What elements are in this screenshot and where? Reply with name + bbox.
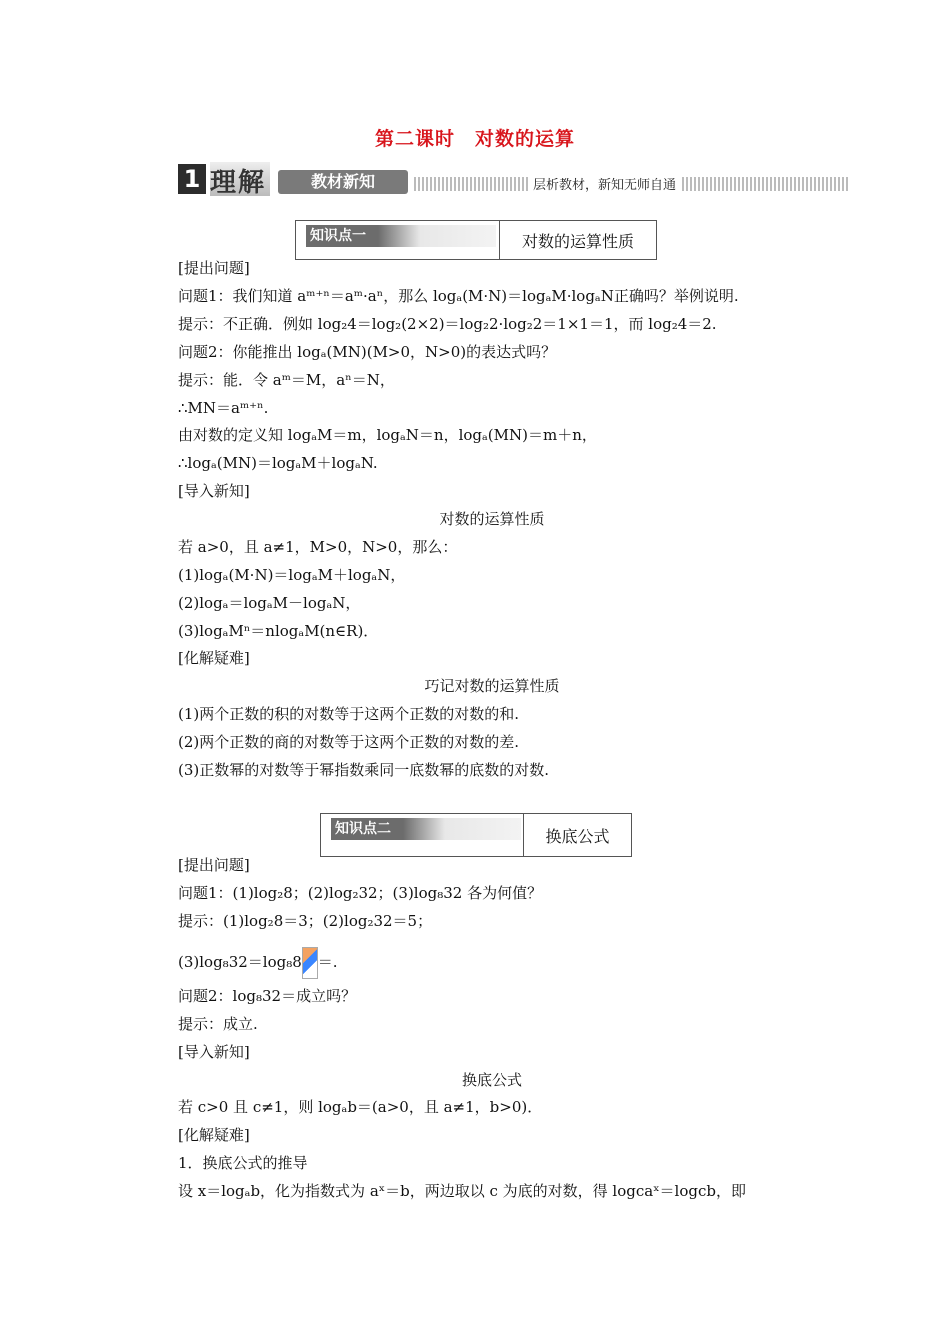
text-line: 由对数的定义知 logₐM＝m，logₐN＝n，logₐ(MN)＝m＋n， (178, 426, 597, 444)
text-line: 提示：(1)log₂8＝3；(2)log₂32＝5； (178, 912, 433, 930)
text-line: (3)正数幂的对数等于幂指数乘同一底数幂的底数的对数. (178, 761, 550, 779)
banner-slogan: 层析教材，新知无师自通 (529, 174, 680, 193)
banner-heading: 理解 (210, 162, 270, 196)
formula-image-icon (302, 947, 318, 979)
subheading: 巧记对数的运算性质 (424, 677, 560, 695)
text-line: [导入新知] (178, 1043, 250, 1061)
text-line: ∴MN＝aᵐ⁺ⁿ. (178, 399, 269, 417)
text-line: [化解疑难] (178, 649, 250, 667)
text-line: 提示：能．令 aᵐ＝M，aⁿ＝N， (178, 371, 395, 389)
banner-number: 1 (178, 164, 206, 194)
knowledge-point-label-2: 知识点二 (331, 818, 521, 840)
text-line: 问题1：(1)log₂8；(2)log₂32；(3)log₈32 各为何值？ (178, 884, 543, 902)
text-line: (2)两个正数的商的对数等于这两个正数的对数的差. (178, 733, 520, 751)
text-line: [导入新知] (178, 482, 250, 500)
text-line: 提示：不正确．例如 log₂4＝log₂(2×2)＝log₂2·log₂2＝1×1＝1，而 log₂4＝2. (178, 315, 717, 333)
text-line: [提出问题] (178, 259, 250, 277)
knowledge-point-name-1: 对数的运算性质 (521, 231, 634, 251)
formula-text: (3)log₈32＝log₈8 (178, 953, 302, 971)
text-line: (3)logₐMⁿ＝nlogₐM(n∈R)． (178, 622, 379, 640)
knowledge-point-label-1: 知识点一 (306, 225, 496, 247)
text-line: 问题1：我们知道 aᵐ⁺ⁿ＝aᵐ·aⁿ，那么 logₐ(M·N)＝logₐM·logₐN正确吗？举例说明. (178, 287, 739, 305)
text-line: (1)两个正数的积的对数等于这两个正数的对数的和. (178, 705, 520, 723)
text-line: 设 x＝logₐb，化为指数式为 aˣ＝b，两边取以 c 为底的对数，得 logcaˣ＝logcb，即 (178, 1182, 746, 1200)
formula-line (178, 947, 338, 979)
text-line: (2)logₐ＝logₐM－logₐN， (178, 594, 361, 612)
text-line: (1)logₐ(M·N)＝logₐM＋logₐN， (178, 566, 406, 584)
text-line: ∴logₐ(MN)＝logₐM＋logₐN. (178, 454, 378, 472)
text-line: [提出问题] (178, 856, 250, 874)
formula-text-end: ＝. (317, 953, 338, 971)
banner-tag: 教材新知 (278, 170, 408, 194)
text-line: 问题2：你能推出 logₐ(MN)(M>0，N>0)的表达式吗？ (178, 343, 557, 361)
subheading: 换底公式 (461, 1071, 522, 1089)
text-line: [化解疑难] (178, 1126, 250, 1144)
subheading: 对数的运算性质 (439, 510, 545, 528)
knowledge-point-name-2: 换底公式 (545, 826, 610, 846)
text-line: 提示：成立. (178, 1015, 258, 1033)
text-line: 若 c>0 且 c≠1，则 logₐb＝(a>0，且 a≠1，b>0)． (178, 1098, 543, 1116)
text-line: 问题2：log₈32＝成立吗？ (178, 987, 357, 1005)
text-line: 1．换底公式的推导 (178, 1154, 308, 1172)
knowledge-point-box-2 (320, 813, 632, 857)
page-title: 第二课时 对数的运算 (374, 128, 575, 150)
knowledge-point-box-1 (295, 220, 657, 260)
section-banner (178, 160, 848, 200)
text-line: 若 a>0，且 a≠1，M>0，N>0，那么： (178, 538, 458, 556)
